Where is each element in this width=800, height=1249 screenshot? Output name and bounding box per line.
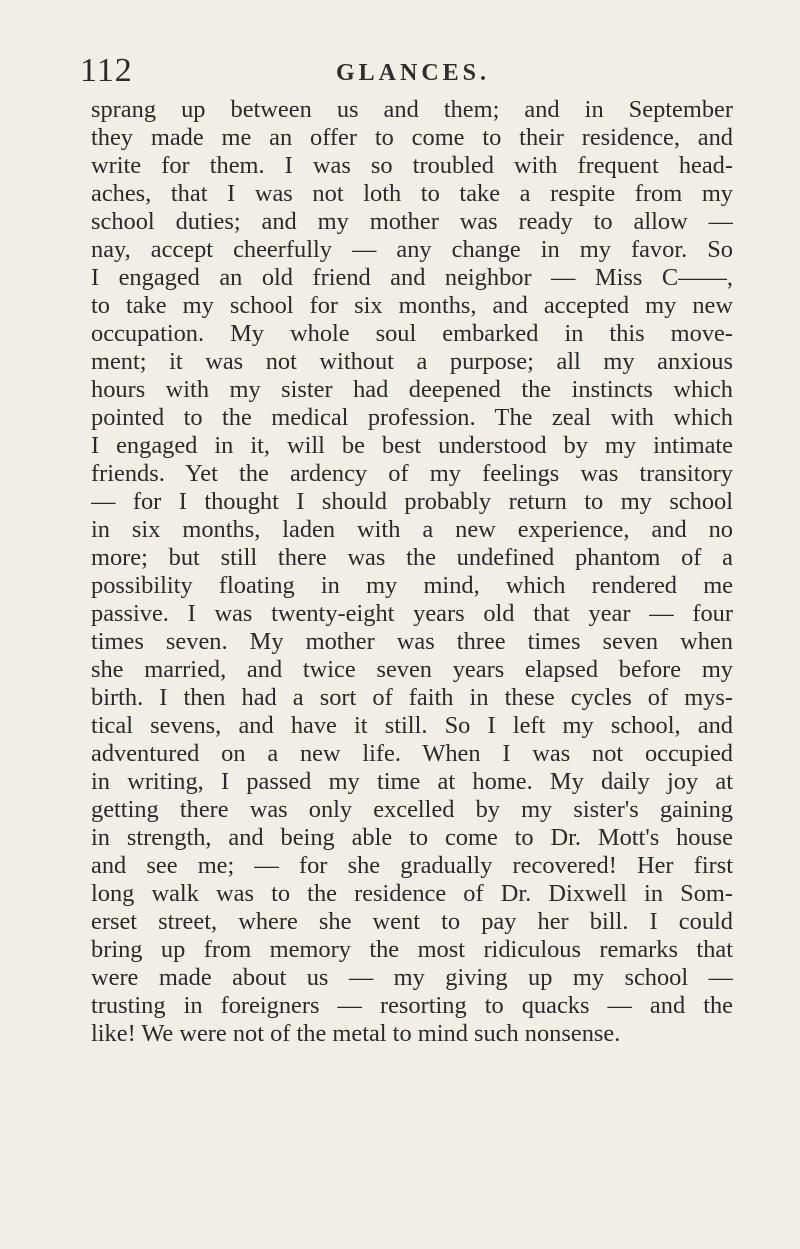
text-line: and see me; — for she gradually recovered! Her first — [91, 852, 733, 879]
text-line: ment; it was not without a purpose; all my anxious — [91, 348, 733, 375]
text-line: hours with my sister had deepened the instincts which — [91, 376, 733, 403]
text-line: write for them. I was so troubled with frequent head- — [91, 152, 733, 179]
text-line: long walk was to the residence of Dr. Dixwell in Som- — [91, 880, 733, 907]
text-line: in strength, and being able to come to Dr. Mott's house — [91, 824, 733, 851]
text-line: tical sevens, and have it still. So I left my school, and — [91, 712, 733, 739]
running-head: GLANCES. — [336, 60, 491, 86]
text-line: in six months, laden with a new experience, and no — [91, 516, 733, 543]
text-line: they made me an offer to come to their residence, and — [91, 124, 733, 151]
text-line: passive. I was twenty-eight years old that year — four — [91, 600, 733, 627]
text-line: — for I thought I should probably return to my school — [91, 488, 733, 515]
text-line: times seven. My mother was three times seven when — [91, 628, 733, 655]
text-line: more; but still there was the undefined phantom of a — [91, 544, 733, 571]
text-line: school duties; and my mother was ready to allow — — [91, 208, 733, 235]
text-line: to take my school for six months, and accepted my new — [91, 292, 733, 319]
text-line: in writing, I passed my time at home. My daily joy at — [91, 768, 733, 795]
text-line: occupation. My whole soul embarked in this move- — [91, 320, 733, 347]
text-line: nay, accept cheerfully — any change in my favor. So — [91, 236, 733, 263]
text-line: I engaged in it, will be best understood by my intimate — [91, 432, 733, 459]
text-line: like! We were not of the metal to mind such nonsense. — [91, 1020, 621, 1047]
page-header — [80, 52, 740, 92]
text-line: possibility floating in my mind, which rendered me — [91, 572, 733, 599]
text-line: trusting in foreigners — resorting to quacks — and the — [91, 992, 733, 1019]
text-line: erset street, where she went to pay her bill. I could — [91, 908, 733, 935]
text-line: aches, that I was not loth to take a respite from my — [91, 180, 733, 207]
text-line: sprang up between us and them; and in September — [91, 96, 733, 123]
text-line: were made about us — my giving up my school — — [91, 964, 733, 991]
text-line: pointed to the medical profession. The zeal with which — [91, 404, 733, 431]
text-line: she married, and twice seven years elapsed before my — [91, 656, 733, 683]
page-number: 112 — [80, 52, 133, 89]
text-line: bring up from memory the most ridiculous remarks that — [91, 936, 733, 963]
text-line: birth. I then had a sort of faith in these cycles of mys- — [91, 684, 733, 711]
text-line: adventured on a new life. When I was not occupied — [91, 740, 733, 767]
text-line: getting there was only excelled by my sister's gaining — [91, 796, 733, 823]
text-line: I engaged an old friend and neighbor — Miss C——, — [91, 264, 733, 291]
text-line: friends. Yet the ardency of my feelings was transitory — [91, 460, 733, 487]
body-text — [91, 96, 733, 1048]
